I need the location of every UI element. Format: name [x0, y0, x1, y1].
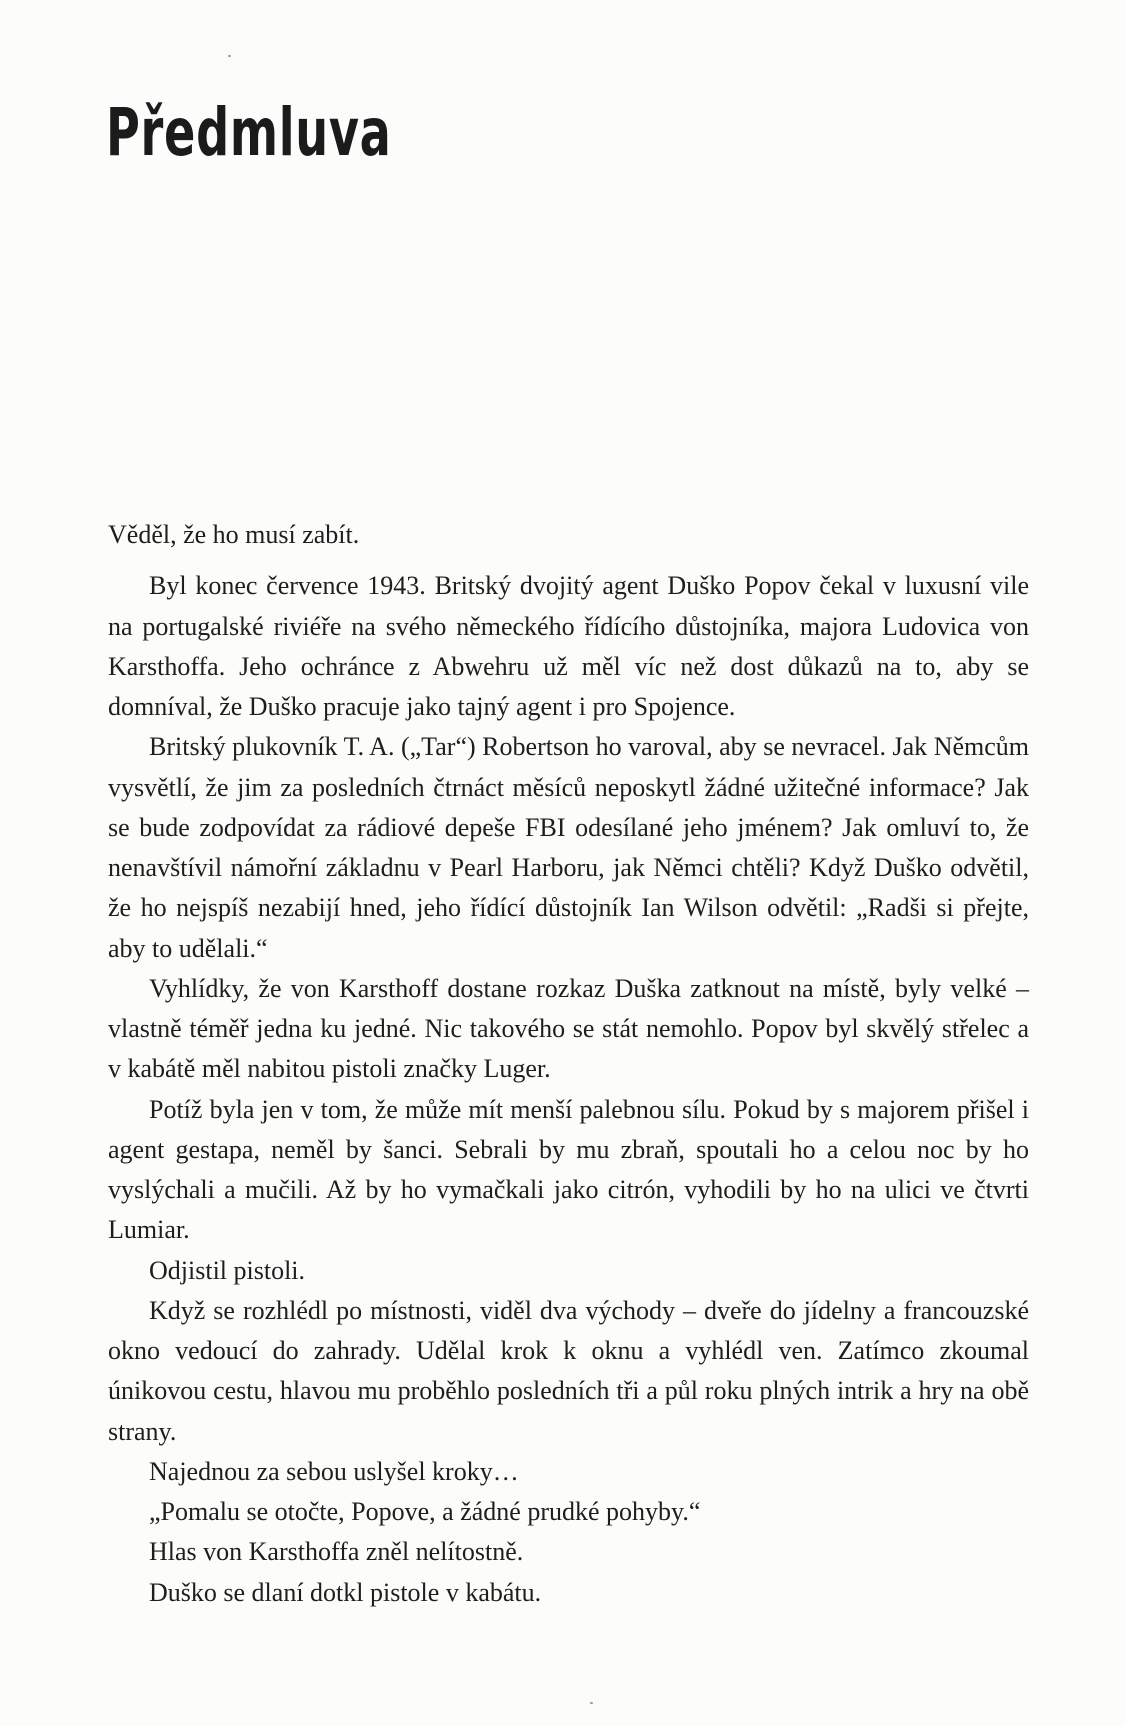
paragraph: Odjistil pistoli.: [149, 1255, 306, 1285]
paragraph: Duško se dlaní dotkl pistole v kabátu.: [149, 1577, 542, 1607]
paragraph: Najednou za sebou uslyšel kroky…: [149, 1456, 519, 1486]
chapter-body: [108, 515, 1029, 1613]
paragraph: Věděl, že ho musí zabít.: [108, 520, 360, 549]
paper-speck: [228, 55, 231, 57]
paragraph: „Pomalu se otočte, Popove, a žádné prudké pohyby.“: [149, 1497, 701, 1526]
paragraph: Potíž byla jen v tom, že může mít menší palebnou sílu. Pokud by s majorem přišel i agent gestapa, neměl by šanci. Sebrali by mu zbraň, spoutali ho a celou noc by ho vyslýchali a mučili. Až by ho vymačkali jako citrón, vyhodili by ho na ulici ve čtvrti Lumiar.: [108, 1094, 1029, 1245]
paragraph: Když se rozhlédl po místnosti, viděl dva východy – dveře do jídelny a francouzské okno vedoucí do zahrady. Udělal krok k oknu a vyhlédl ven. Zatímco zkoumal únikovou cestu, hlavou mu proběhlo posledních tři a půl roku plných intrik a hry na obě strany.: [108, 1295, 1029, 1446]
chapter-title: Předmluva: [106, 94, 392, 171]
paragraph: Hlas von Karsthoffa zněl nelítostně.: [149, 1537, 524, 1567]
paragraph: Britský plukovník T. A. („Tar“) Robertson ho varoval, aby se nevracel. Jak Němcům vysvětlí, že jim za posledních čtrnáct měsíců neposkytl žádné užitečné informace? Jak se bude zodpovídat za rádiové depeše FBI odesílané jeho jménem? Jak omluví to, že nenavštívil námořní základnu v Pearl Harboru, jak Němci chtěli? Když Duško odvětil, že ho nejspíš nezabijí hned, jeho řídící důstojník Ian Wilson odvětil: „Radši si přejte, aby to udělali.“: [108, 732, 1029, 963]
paragraph: Vyhlídky, že von Karsthoff dostane rozkaz Duška zatknout na místě, byly velké – vlastně téměř jedna ku jedné. Nic takového se stát nemohlo. Popov byl skvělý střelec a v kabátě měl nabitou pistoli značky Luger.: [108, 973, 1029, 1084]
paragraph: Byl konec července 1943. Britský dvojitý agent Duško Popov čekal v luxusní vile na portugalské riviéře na svého německého řídícího důstojníka, majora Ludovica von Karsthoffa. Jeho ochránce z Abwehru už měl víc než dost důkazů na to, aby se domníval, že Duško pracuje jako tajný agent i pro Spojence.: [108, 571, 1029, 721]
paper-speck: [590, 1702, 593, 1704]
